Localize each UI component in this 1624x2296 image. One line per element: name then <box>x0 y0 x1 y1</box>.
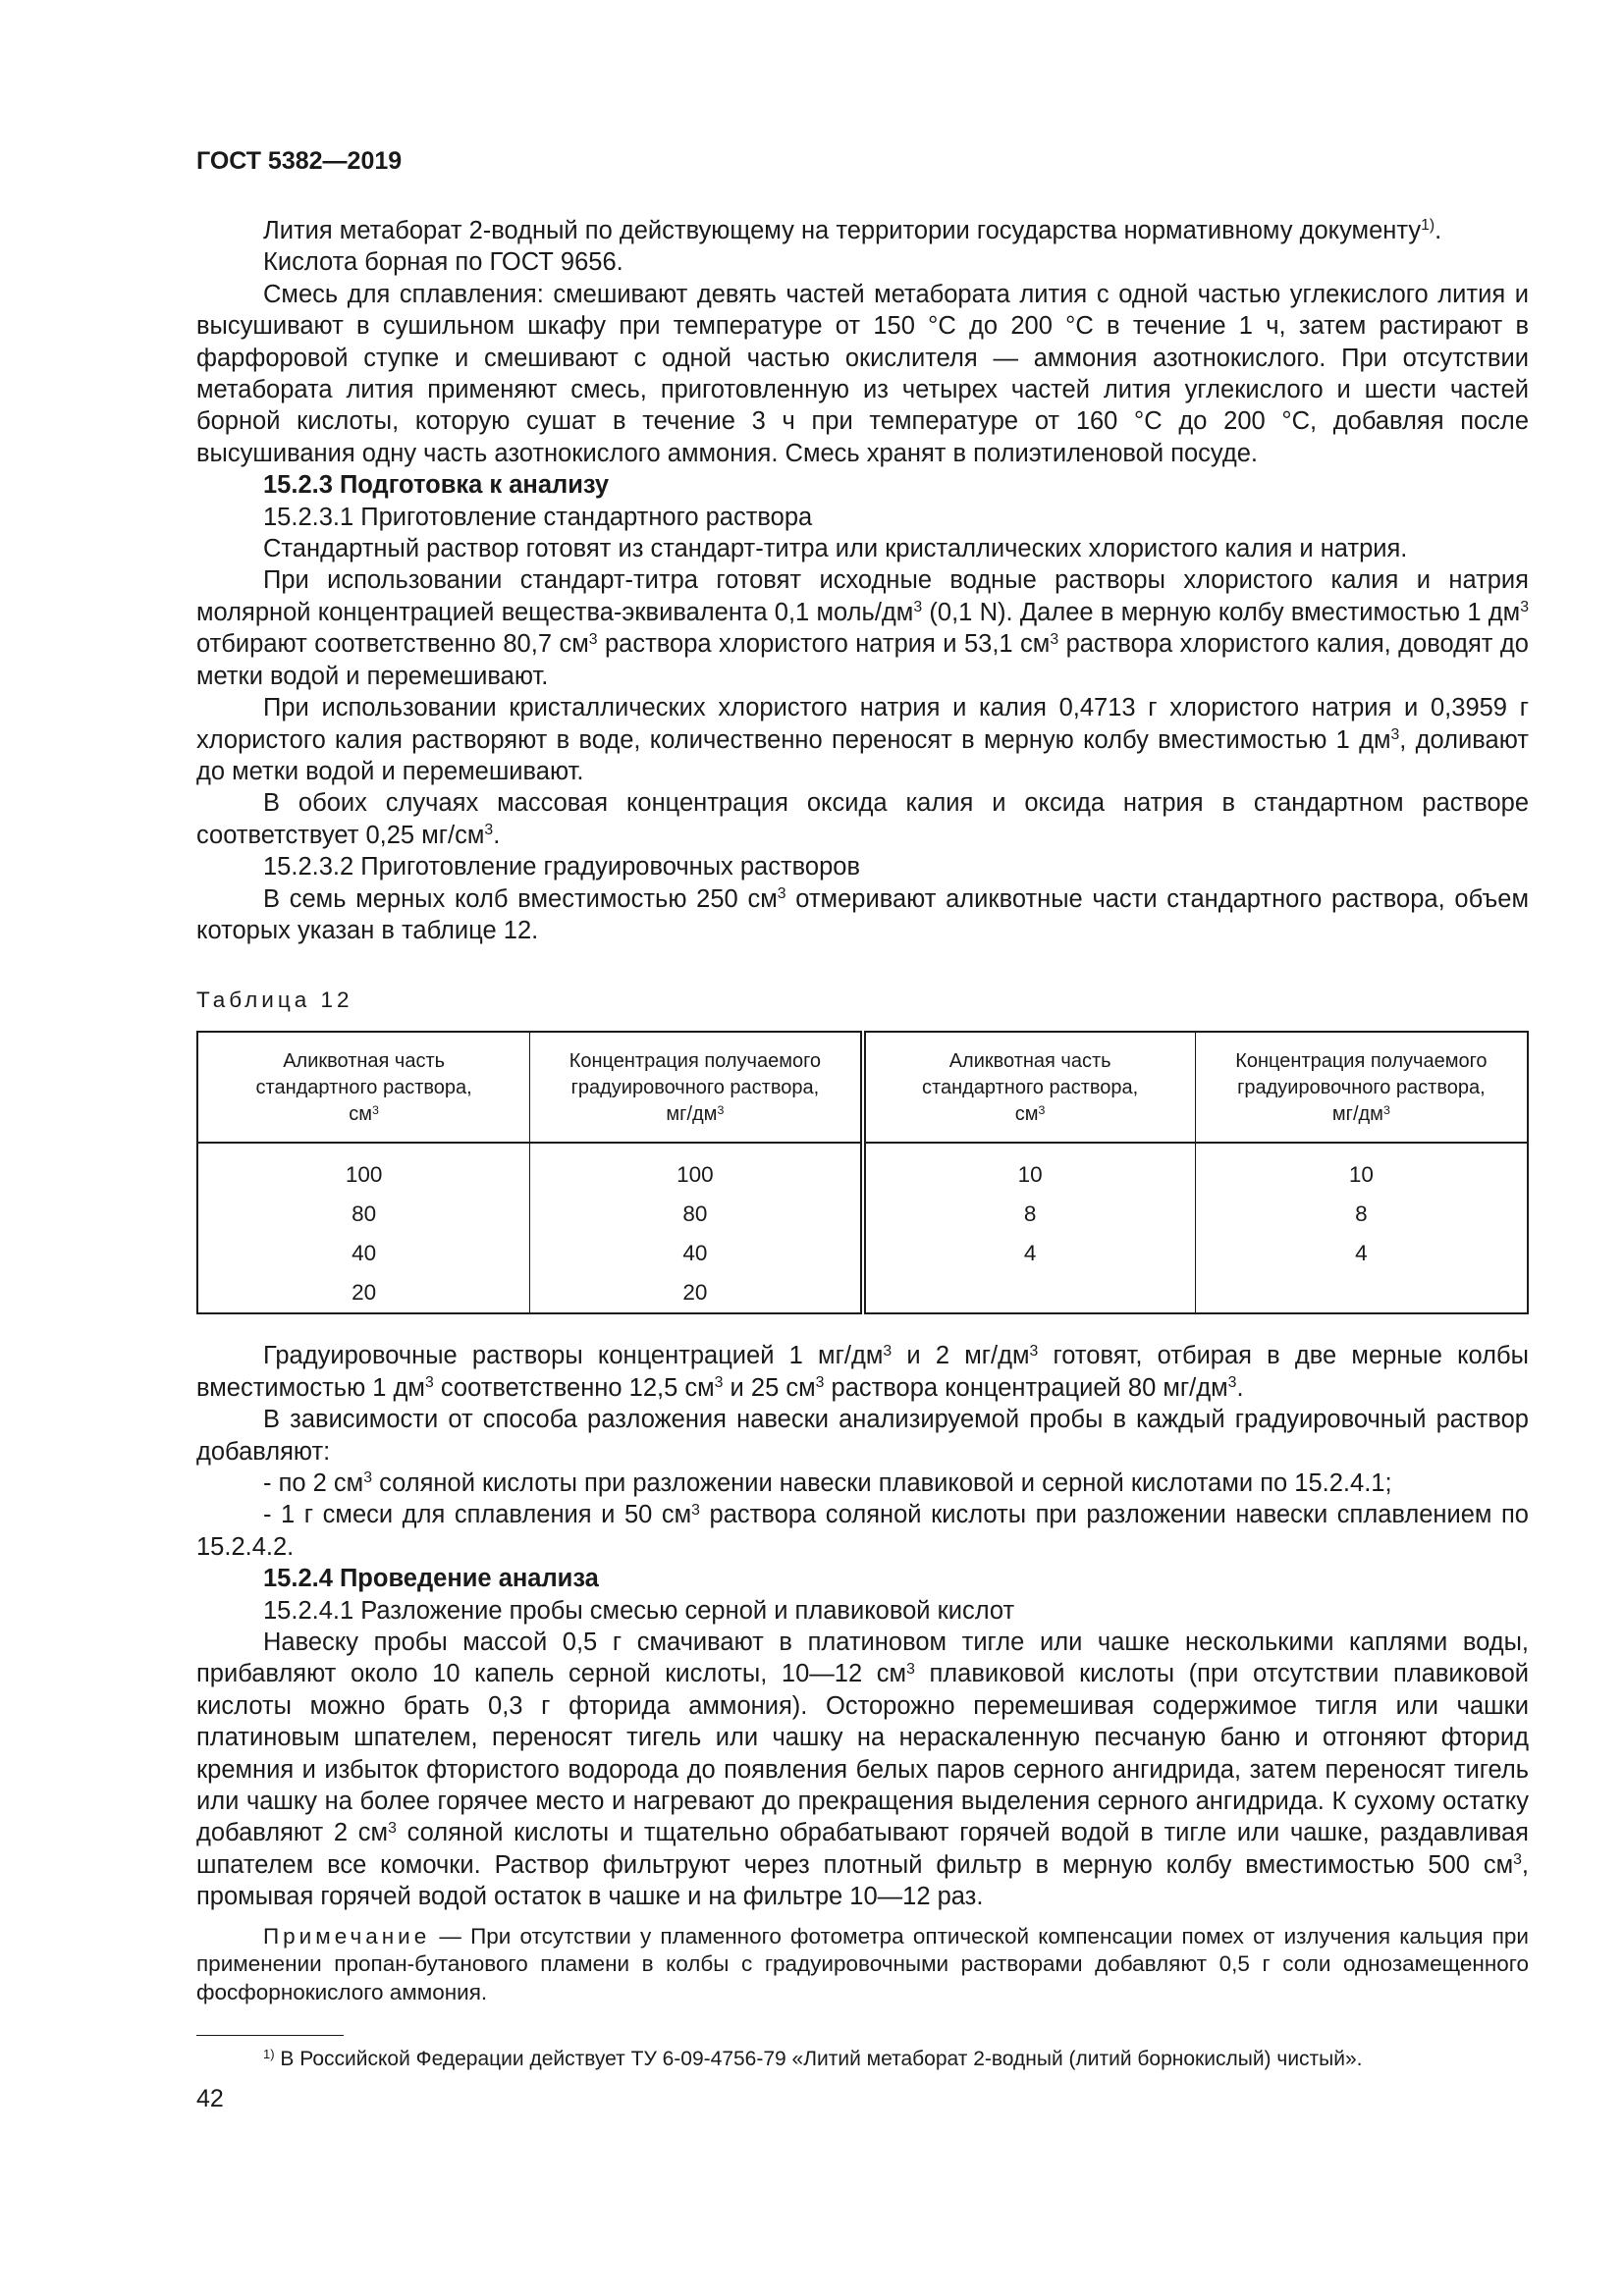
footnote-divider <box>196 2035 344 2036</box>
note-text: — При отсутствии у пламенного фотометра оптической компенсации помех от излучения кальция при применении пропан-бутанового пламени в колбы с градуировочными растворами добавляют 0,5 г соли однозамещенного фосфорнокислого аммония. <box>196 1923 1529 2005</box>
table-cell: 20 <box>352 1280 377 1306</box>
paragraph <box>196 787 1529 851</box>
superscript: 3 <box>815 1374 825 1392</box>
table-header-row <box>197 1032 1528 1143</box>
footnote-marker: 1) <box>263 2046 275 2061</box>
footnote-ref: 1) <box>1421 217 1435 235</box>
paragraph-text: (0,1 N). Далее в мерную колбу вместимостью 1 дм <box>922 598 1521 626</box>
paragraph-text: , промывая горячей водой остаток в чашке и на фильтре 10—12 раз. <box>196 1850 1529 1911</box>
superscript: 3 <box>883 1342 893 1360</box>
paragraph <box>196 692 1529 787</box>
table-cell: 4 <box>863 1234 1196 1273</box>
paragraph-text: раствора хлористого калия, доводят до метки водой и перемешивают. <box>196 630 1529 690</box>
superscript: 3 <box>1513 1851 1522 1869</box>
list-item <box>196 1468 1529 1499</box>
superscript: 3 <box>777 884 786 902</box>
section-heading: 15.2.3 Подготовка к анализу <box>263 471 610 500</box>
paragraph-text: . <box>493 821 501 849</box>
table-12 <box>196 1031 1529 1314</box>
superscript: 3 <box>1520 599 1529 616</box>
paragraph-text: , доливают до метки водой и перемешивают. <box>196 725 1529 785</box>
paragraph <box>196 564 1529 692</box>
subsection-heading: 15.2.4.1 Разложение пробы смесью серной и плавиковой кислот <box>263 1596 1015 1625</box>
superscript: 3 <box>1227 1374 1237 1392</box>
paragraph-text: и 2 мг/дм <box>892 1342 1030 1370</box>
table-cell: 100 <box>530 1143 863 1195</box>
superscript: 3 <box>424 1374 434 1392</box>
paragraph-text: При использовании стандарт-титра готовят исходные водные растворы хлористого калия и натрия молярной концентрацией вещества-эквивалента 0,1 моль/дм <box>196 566 1529 626</box>
footnote <box>196 2046 1529 2073</box>
table-row <box>197 1273 1528 1313</box>
table-caption: Таблица 12 <box>196 988 353 1013</box>
superscript: 3 <box>691 1501 700 1519</box>
paragraph: Смесь для сплавления: смешивают девять частей метабората лития с одной частью углекислого лития и высушивают в сушильном шкафу при температуре от 150 °С до 200 °С в течение 1 ч, затем растирают в фарфоровой ступке и смешивают с одной частью окислителя — аммония азотнокислого. При отсутствии метабората лития применяют смесь, приготовленную из четырех частей лития углекислого и шести частей борной кислоты, которую сушат в течение 3 ч при температуре от 160 °С до 200 °С, добавляя после высушивания одну часть азотнокислого аммония. Смесь хранят в полиэтиленовой посуде. <box>196 280 1529 467</box>
subsection-heading: 15.2.3.1 Приготовление стандартного раствора <box>263 503 813 531</box>
section-heading: 15.2.4 Проведение анализа <box>263 1565 599 1593</box>
superscript: 3 <box>588 630 598 648</box>
superscript: 3 <box>388 1819 397 1837</box>
table-cell: 4 <box>1195 1234 1528 1273</box>
paragraph-text: плавиковой кислоты (при отсутствии плавиковой кислоты можно брать 0,3 г фторида аммония). Осторожно перемешивая содержимое тигля или чашки платиновым шпателем, переносят тигель или чашку на нераскаленную песчаную баню и отгоняют фторид кремния и избыток фтористого водорода до появления белых паров серного ангидрида, затем переносят тигель или чашку на более горячее место и нагревают до прекращения выделения серного ангидрида. К сухому остатку добавляют 2 см <box>196 1660 1529 1847</box>
paragraph-text: В семь мерных колб вместимостью 250 см <box>263 884 778 913</box>
paragraph <box>196 1340 1529 1404</box>
superscript: 3 <box>913 599 923 616</box>
subsection-heading: 15.2.3.2 Приготовление градуировочных растворов <box>263 853 861 881</box>
column-header: Аликвотная часть стандартного раствора, $см^3$ <box>863 1032 1196 1143</box>
table-cell: 100 <box>345 1162 383 1188</box>
table-row <box>197 1143 1528 1195</box>
list-item <box>196 1499 1529 1563</box>
paragraph <box>196 883 1529 947</box>
paragraph-text: . <box>1435 217 1442 244</box>
paragraph-text: Лития метаборат 2-водный по действующему на территории государства нормативному документу <box>263 217 1422 244</box>
note <box>196 1923 1529 2007</box>
paragraph-text: раствора хлористого натрия и 53,1 см <box>597 630 1051 659</box>
note-label: Примечание <box>263 1923 431 1949</box>
paragraph-text: - 1 г смеси для сплавления и 50 см <box>263 1501 692 1529</box>
table-cell: 20 <box>530 1273 863 1313</box>
table-cell: 80 <box>530 1195 863 1234</box>
table-cell: 10 <box>863 1143 1196 1195</box>
paragraph-text: В обоих случаях массовая концентрация оксида калия и оксида натрия в стандартном растворе соответствует 0,25 мг/см <box>196 789 1529 849</box>
paragraph-text: соляной кислоты и тщательно обрабатывают горячей водой в тигле или чашке, раздавливая шпателем все комочки. Раствор фильтруют через плотный фильтр в мерную колбу вместимостью 500 см <box>196 1819 1529 1879</box>
footnote-text: В Российской Федерации действует ТУ 6-09-4756-79 «Литий метаборат 2-водный (литий борнокислый) чистый». <box>274 2048 1363 2071</box>
table-cell: 10 <box>1195 1143 1528 1195</box>
paragraph-text: соответственно 12,5 см <box>433 1373 715 1402</box>
superscript: 3 <box>714 1374 724 1392</box>
paragraph: Кислота борная по ГОСТ 9656. <box>263 248 623 277</box>
paragraph-text: готовят, отбирая в две мерные колбы вместимостью 1 дм <box>196 1342 1529 1402</box>
superscript: 3 <box>363 1469 372 1487</box>
table-cell: 40 <box>530 1234 863 1273</box>
superscript: 3 <box>1050 630 1059 648</box>
paragraph-text: Навеску пробы массой 0,5 г смачивают в платиновом тигле или чашке несколькими каплями воды, прибавляют около 10 капель серной кислоты, 10—12 см <box>196 1629 1529 1688</box>
paragraph-text: и 25 см <box>723 1373 816 1402</box>
page-number: 42 <box>196 2085 224 2113</box>
table-cell <box>1195 1273 1528 1313</box>
table-cell: 80 <box>352 1201 377 1227</box>
paragraph-text: Градуировочные растворы концентрацией 1 мг/дм <box>263 1342 884 1370</box>
superscript: 3 <box>1390 725 1400 743</box>
column-header: Концентрация получаемого градуировочного раствора, $мг/дм^3$ <box>1195 1032 1528 1143</box>
table-cell: 40 <box>352 1241 377 1266</box>
paragraph-text: - по 2 см <box>263 1468 364 1497</box>
paragraph-text: раствора концентрацией 80 мг/дм <box>824 1373 1228 1402</box>
superscript: 3 <box>1029 1342 1039 1360</box>
paragraph-text: отбирают соответственно 80,7 см <box>196 630 589 659</box>
column-header: Аликвотная часть стандартного раствора, $см^3$ <box>197 1032 530 1143</box>
paragraph-text: . <box>1236 1373 1244 1402</box>
paragraph-text: отмеривают аликвотные части стандартного раствора, объем которых указан в таблице 12. <box>196 884 1529 944</box>
table-row <box>197 1234 1528 1273</box>
table-cell: 8 <box>863 1195 1196 1234</box>
table-cell: 8 <box>1195 1195 1528 1234</box>
table-cell <box>863 1273 1196 1313</box>
paragraph: Стандартный раствор готовят из стандарт-титра или кристаллических хлористого калия и натрия. <box>263 535 1408 563</box>
paragraph-text: раствора соляной кислоты при разложении навески сплавлением по 15.2.4.2. <box>196 1501 1529 1561</box>
paragraph <box>196 215 1529 246</box>
superscript: 3 <box>484 822 494 839</box>
column-header: Концентрация получаемого градуировочного раствора, $мг/дм^3$ <box>530 1032 863 1143</box>
paragraph: В зависимости от способа разложения навески анализируемой пробы в каждый градуировочный раствор добавляют: <box>196 1406 1529 1466</box>
paragraph <box>196 1627 1529 1913</box>
document-page <box>196 147 1529 2113</box>
document-header: ГОСТ 5382—2019 <box>196 147 403 175</box>
paragraph-text: соляной кислоты при разложении навески плавиковой и серной кислотами по 15.2.4.1; <box>372 1468 1392 1497</box>
paragraph-text: При использовании кристаллических хлористого натрия и калия 0,4713 г хлористого натрия и 0,3959 г хлористого калия растворяют в воде, количественно переносят в мерную колбу вместимостью 1 дм <box>196 694 1529 754</box>
superscript: 3 <box>906 1660 915 1678</box>
table-row <box>197 1195 1528 1234</box>
